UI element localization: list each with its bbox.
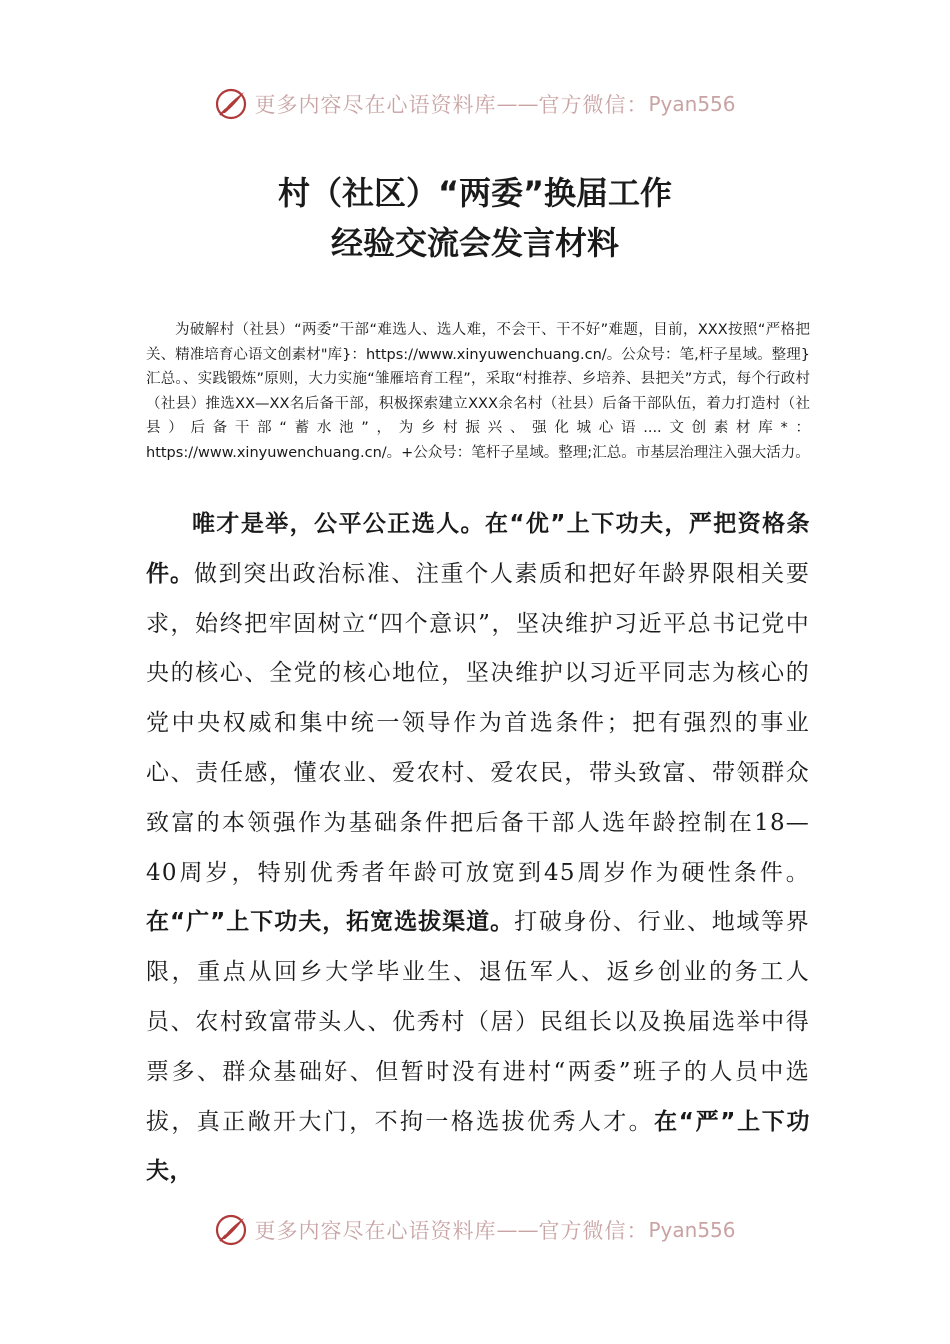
subheading-you: 在“优”上下功夫，严把资格条件。 xyxy=(146,511,811,587)
banner-separator: —— xyxy=(496,92,539,116)
title-line-2: 经验交流会发言材料 xyxy=(330,224,619,262)
page-title xyxy=(0,168,950,268)
banner-wechat-label: 官方微信： xyxy=(538,93,649,117)
banner-wechat-id: Pyan556 xyxy=(648,92,736,116)
intro-paragraph: 为破解村（社县）“两委”干部“难选人、选人难，不会干、干不好”难题，目前，XXX按照“严格把关、精准培育心语文创素材"库}：https://www.xinyuwenchuang.cn/。公众号：笔,杆子星域。整理}汇总。、实践锻炼”原则，大力实施“雏雁培育工程”，采取“村推荐、乡培养、县把关”方式，每个行政村（社县）推选XX—XX名后备干部，积极探索建立XXX余名村（社县）后备干部队伍，着力打造村（社县）后备干部“蓄水池”，为乡村振兴、强化城心语....文创素材库*：https://www.xinyuwenchuang.cn/。+公众号：笔杆子星域。整理;汇总。市基层治理注入强大活力。 xyxy=(146,322,810,461)
quill-logo-icon xyxy=(214,87,248,121)
footer-banner-wechat-id: Pyan556 xyxy=(648,1218,736,1242)
quill-logo-icon xyxy=(214,1213,248,1247)
footer-banner-wechat-label: 官方微信： xyxy=(538,1219,649,1243)
banner-text: 更多内容尽在心语资料库 xyxy=(254,93,497,117)
header-banner xyxy=(0,84,950,124)
subheading-guang: 在“广”上下功夫，拓宽选拔渠道。 xyxy=(146,909,515,936)
title-line-1: 村（社区）“两委”换届工作 xyxy=(277,174,673,212)
footer-banner-separator: —— xyxy=(496,1218,539,1242)
section-heading: 唯才是举，公平公正选人。 xyxy=(192,511,485,537)
body-paragraph xyxy=(146,500,810,1197)
subheading-yan: 在“严”上下功夫， xyxy=(146,1108,811,1185)
body-text-2: 打破身份、行业、地域等界限，重点从回乡大学毕业生、退伍军人、返乡创业的务工人员、农村致富带头人、优秀村（居）民组长以及换届选举中得票多、群众基础好、但暂时没有进村“两委”班子的人员中选拔，真正敞开大门，不拘一格选拔优秀人才。 xyxy=(146,909,810,1135)
footer-banner xyxy=(0,1210,950,1250)
footer-banner-text: 更多内容尽在心语资料库 xyxy=(254,1219,497,1243)
body-text-1: 做到突出政治标准、注重个人素质和把好年龄界限相关要求，始终把牢固树立“四个意识”，坚决维护习近平总书记党中央的核心、全党的核心地位，坚决维护以习近平同志为核心的党中央权威和集中统一领导作为首选条件；把有强烈的事业心、责任感，懂农业、爱农村、爱农民，带头致富、带领群众致富的本领强作为基础条件把后备干部人选年龄控制在18—40周岁，特别优秀者年龄可放宽到45周岁作为硬性条件。 xyxy=(146,560,811,886)
